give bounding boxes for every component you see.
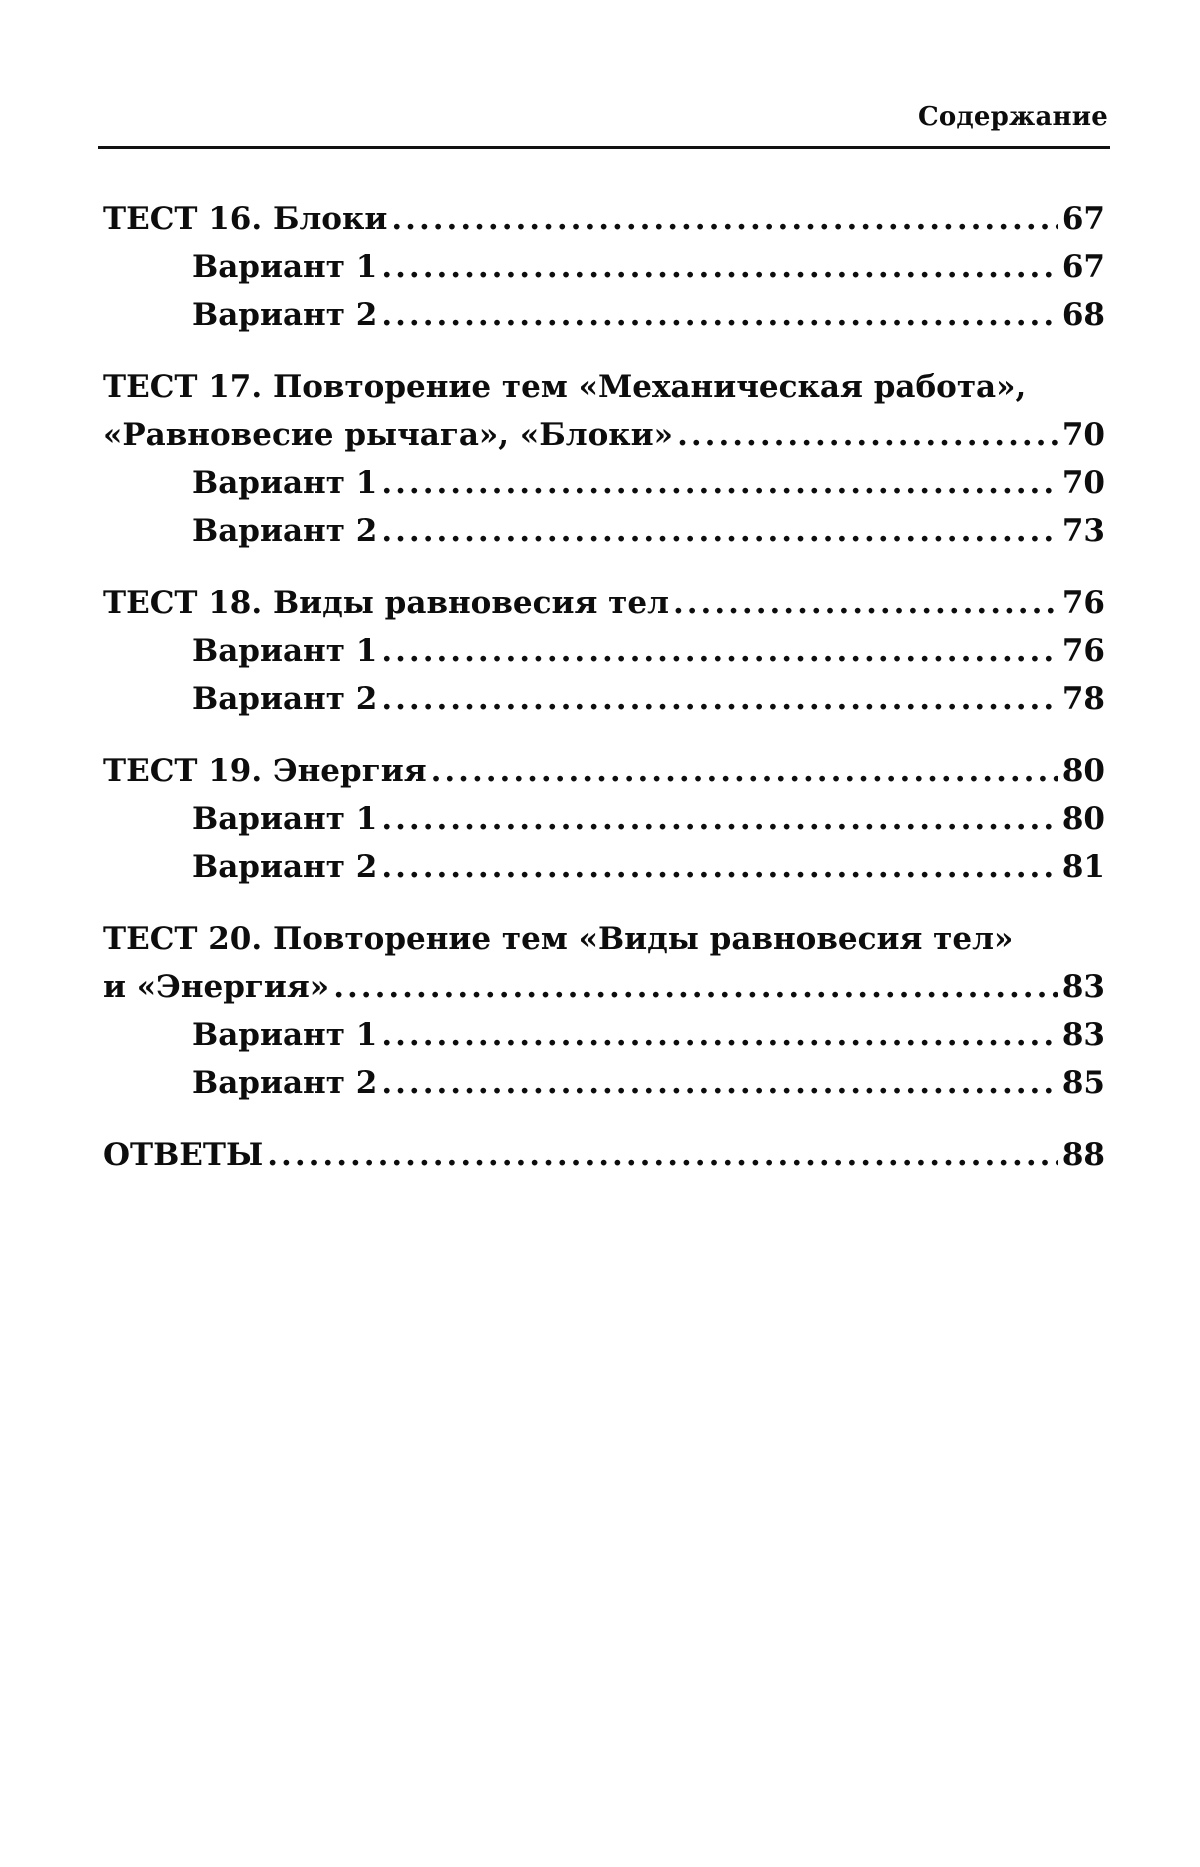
page-number: 81 (1061, 849, 1105, 885)
toc-line-test-17-variant-2[interactable] (103, 507, 1105, 555)
toc-entry-test-17 (103, 363, 1105, 555)
page-number: 80 (1061, 801, 1105, 837)
page-number: 67 (1061, 249, 1105, 285)
variant-label: Вариант 1 (192, 465, 378, 501)
dot-leader (381, 507, 1058, 555)
dot-leader (267, 1131, 1058, 1179)
toc-title: ТЕСТ 20. Повторение тем «Виды равновесия тел» (103, 921, 1014, 957)
toc-line-test-19[interactable] (103, 747, 1105, 795)
toc-line-test-20-title-2[interactable] (103, 963, 1105, 1011)
toc-line-test-20-variant-1[interactable] (103, 1011, 1105, 1059)
dot-leader (381, 675, 1058, 723)
toc-line-answers[interactable] (103, 1131, 1105, 1179)
toc-title: ТЕСТ 18. Виды равновесия тел (103, 585, 669, 621)
toc-line-test-18-variant-2[interactable] (103, 675, 1105, 723)
page-number: 85 (1061, 1065, 1105, 1101)
dot-leader (381, 843, 1058, 891)
page-number: 70 (1061, 417, 1105, 453)
dot-leader (381, 291, 1058, 339)
dot-leader (391, 195, 1058, 243)
dot-leader (381, 459, 1058, 507)
toc-title: ТЕСТ 19. Энергия (103, 753, 427, 789)
variant-label: Вариант 1 (192, 1017, 378, 1053)
toc-line-test-20-title-1[interactable] (103, 915, 1105, 963)
toc-title: ОТВЕТЫ (103, 1137, 264, 1173)
dot-leader (381, 243, 1058, 291)
variant-label: Вариант 2 (192, 1065, 378, 1101)
toc-title: ТЕСТ 16. Блоки (103, 201, 388, 237)
variant-label: Вариант 1 (192, 801, 378, 837)
page-number: 88 (1061, 1137, 1105, 1173)
page-number: 76 (1061, 633, 1105, 669)
toc-line-test-18-variant-1[interactable] (103, 627, 1105, 675)
toc-title-continued: и «Энергия» (103, 969, 330, 1005)
toc-entry-test-19 (103, 747, 1105, 891)
toc-line-test-17-variant-1[interactable] (103, 459, 1105, 507)
toc-entry-test-18 (103, 579, 1105, 723)
header-title: Содержание (917, 102, 1108, 132)
toc-entry-test-16 (103, 195, 1105, 339)
toc-line-test-17-title-1[interactable] (103, 363, 1105, 411)
toc-line-test-16-variant-1[interactable] (103, 243, 1105, 291)
toc-line-test-17-title-2[interactable] (103, 411, 1105, 459)
toc-line-test-19-variant-2[interactable] (103, 843, 1105, 891)
dot-leader (381, 795, 1058, 843)
dot-leader (381, 1059, 1058, 1107)
toc-title: ТЕСТ 17. Повторение тем «Механическая работа», (103, 369, 1027, 405)
toc-entry-answers (103, 1131, 1105, 1179)
toc-title-continued: «Равновесие рычага», «Блоки» (103, 417, 674, 453)
dot-leader (673, 579, 1058, 627)
toc-line-test-16[interactable] (103, 195, 1105, 243)
toc-line-test-19-variant-1[interactable] (103, 795, 1105, 843)
variant-label: Вариант 1 (192, 249, 378, 285)
toc-line-test-16-variant-2[interactable] (103, 291, 1105, 339)
table-of-contents (103, 195, 1105, 1179)
page-number: 67 (1061, 201, 1105, 237)
dot-leader (431, 747, 1058, 795)
page-number: 80 (1061, 753, 1105, 789)
page-number: 73 (1061, 513, 1105, 549)
variant-label: Вариант 2 (192, 849, 378, 885)
toc-entry-test-20 (103, 915, 1105, 1107)
page-number: 83 (1061, 1017, 1105, 1053)
variant-label: Вариант 2 (192, 681, 378, 717)
dot-leader (381, 627, 1058, 675)
variant-label: Вариант 2 (192, 513, 378, 549)
dot-leader (381, 1011, 1058, 1059)
variant-label: Вариант 2 (192, 297, 378, 333)
dot-leader (677, 411, 1058, 459)
page-number: 68 (1061, 297, 1105, 333)
dot-leader (333, 963, 1058, 1011)
page-number: 78 (1061, 681, 1105, 717)
page-number: 83 (1061, 969, 1105, 1005)
toc-line-test-20-variant-2[interactable] (103, 1059, 1105, 1107)
page-number: 70 (1061, 465, 1105, 501)
variant-label: Вариант 1 (192, 633, 378, 669)
running-header (98, 96, 1110, 149)
toc-line-test-18[interactable] (103, 579, 1105, 627)
page-number: 76 (1061, 585, 1105, 621)
